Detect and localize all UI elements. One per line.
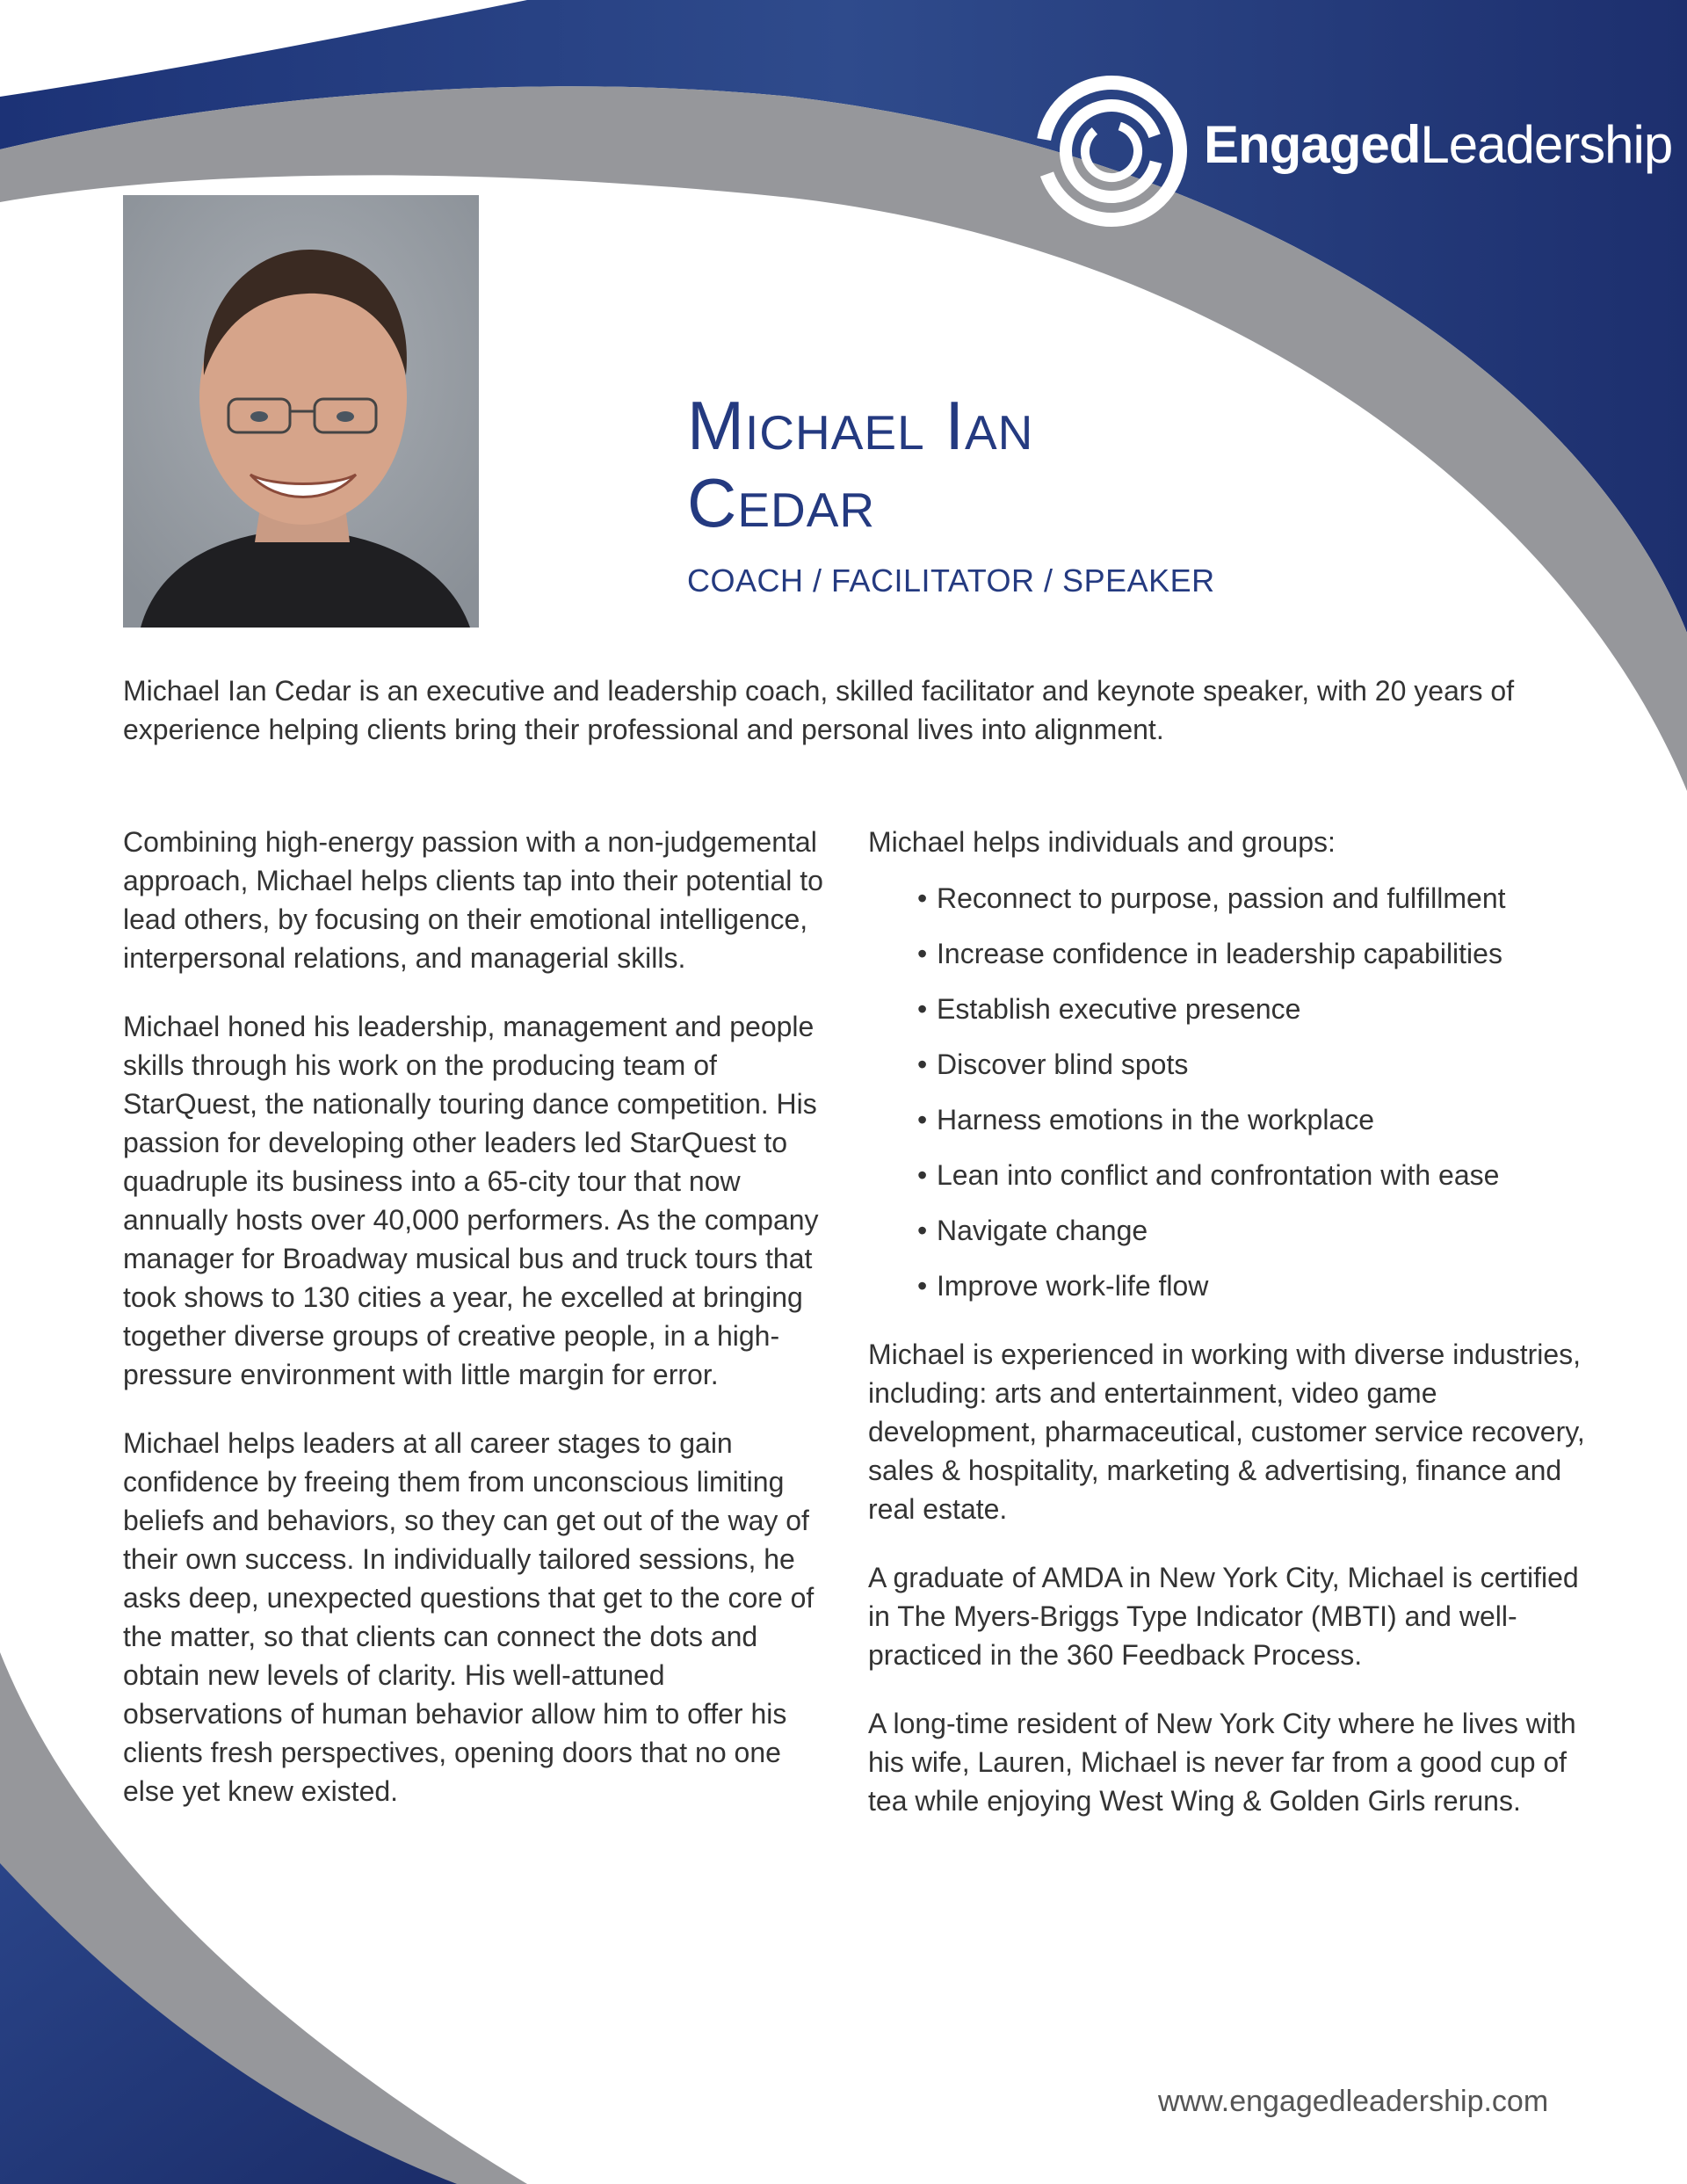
profile-photo <box>123 195 479 628</box>
left-paragraph-1: Combining high-energy passion with a non-judgemental approach, Michael helps clients tap into their potential to lead others, by focusing on their emotional intelligence, interpersonal relations, and managerial skills. <box>123 826 823 974</box>
brand-wordmark <box>1204 114 1672 175</box>
right-paragraph-3: A long-time resident of New York City where he lives with his wife, Lauren, Michael is never far from a good cup of tea while enjoying West Wing & Golden Girls reruns. <box>868 1708 1576 1817</box>
bullet-icon: • <box>917 938 928 969</box>
list-item: • Reconnect to purpose, passion and fulfillment <box>937 879 1589 918</box>
list-item: • Establish executive presence <box>937 990 1589 1028</box>
engaged-leadership-ring-logo-icon <box>1032 72 1191 230</box>
helps-intro: Michael helps individuals and groups: <box>868 826 1336 858</box>
profile-name <box>687 387 1302 541</box>
right-column <box>868 823 1589 1850</box>
bullet-icon: • <box>917 1159 928 1191</box>
bullet-icon: • <box>917 882 928 914</box>
website-link[interactable]: www.engagedleadership.com <box>1158 2085 1549 2118</box>
bullet-icon: • <box>917 1215 928 1246</box>
right-paragraph-2: A graduate of AMDA in New York City, Michael is certified in The Myers-Briggs Type Indicator (MBTI) and well-practiced in the 360 Feedback Process. <box>868 1562 1579 1671</box>
bullet-icon: • <box>917 1270 928 1302</box>
bullet-icon: • <box>917 1048 928 1080</box>
list-item: • Harness emotions in the workplace <box>937 1100 1589 1139</box>
list-item: • Discover blind spots <box>937 1045 1589 1084</box>
profile-name-line1: Michael Ian <box>687 387 1034 464</box>
bullet-icon: • <box>917 993 928 1025</box>
helps-list <box>868 879 1589 1305</box>
left-column <box>123 823 826 1840</box>
left-paragraph-2: Michael honed his leadership, management and people skills through his work on the producing team of StarQuest, the nationally touring dance competition. His passion for developing other leaders led StarQuest to quadruple its business into a 65-city tour that now annually hosts over 40,000 performers. As the company manager for Broadway musical bus and truck tours that took shows to 130 cities a year, he excelled at bringing together diverse groups of creative people, in a high-pressure environment with little margin for error. <box>123 1011 819 1390</box>
list-item: • Navigate change <box>937 1211 1589 1250</box>
list-item: • Improve work-life flow <box>937 1266 1589 1305</box>
profile-name-line2: Cedar <box>687 464 876 541</box>
brand-name-bold: Engaged <box>1204 115 1421 174</box>
right-paragraph-1: Michael is experienced in working with diverse industries, including: arts and entertainment, video game development, pharmaceutical, customer service recovery, sales & hospitality, marketing & advertising, finance and real estate. <box>868 1339 1585 1525</box>
left-paragraph-3: Michael helps leaders at all career stages to gain confidence by freeing them from unconscious limiting beliefs and behaviors, so they can get out of the way of their own success. In individually tailored sessions, he asks deep, unexpected questions that get to the core of the matter, so that clients can connect the dots and obtain new levels of clarity. His well-attuned observations of human behavior allow him to offer his clients fresh perspectives, opening doors that no one else yet knew existed. <box>123 1427 815 1807</box>
list-item: • Lean into conflict and confrontation with ease <box>937 1156 1589 1194</box>
intro-paragraph: Michael Ian Cedar is an executive and leadership coach, skilled facilitator and keynote speaker, with 20 years of experience helping clients bring their professional and personal lives into alignment. <box>123 675 1515 745</box>
brand-name-light: Leadership <box>1420 115 1673 174</box>
list-item: • Increase confidence in leadership capabilities <box>937 934 1589 973</box>
profile-roles: COACH / FACILITATOR / SPEAKER <box>687 562 1215 599</box>
bullet-icon: • <box>917 1104 928 1136</box>
